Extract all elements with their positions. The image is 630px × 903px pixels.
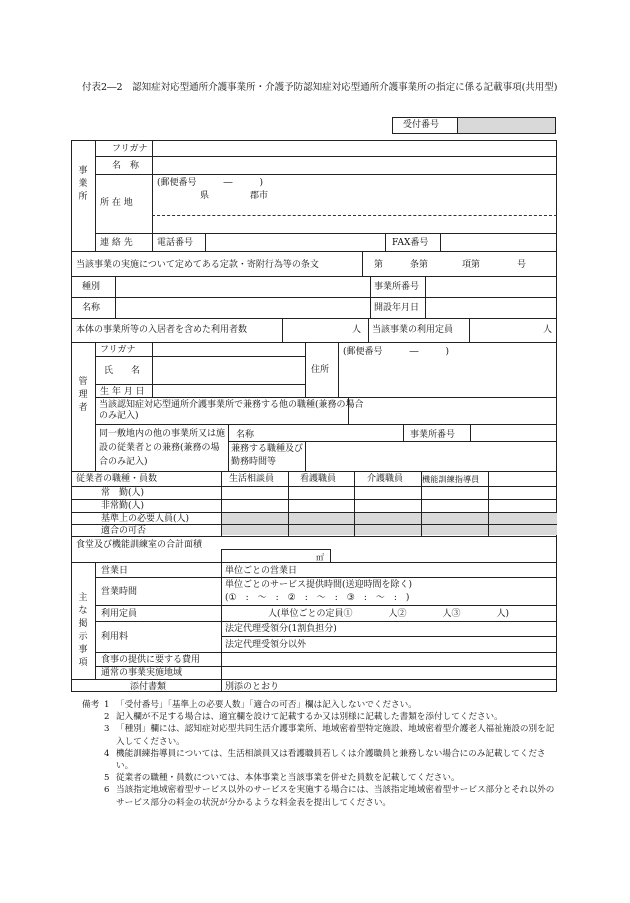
manager-name-label: 氏 名 — [104, 366, 141, 376]
notes — [82, 699, 562, 809]
note-item — [82, 784, 562, 808]
article-ko: 項第 — [462, 260, 481, 270]
note-number: 5 — [104, 773, 110, 784]
note-item — [82, 748, 562, 772]
note-text: 記入欄が不足する場合は、適宜欄を設けて記載するか又は別様に記載した書類を添付してください。 — [116, 712, 503, 723]
manager-birth-label: 生 年 月 日 — [100, 387, 145, 397]
main-section-label: 主な掲示事項 — [78, 593, 88, 668]
note-item — [82, 723, 562, 747]
staff-row-parttime: 非常勤(人) — [101, 501, 145, 511]
capacity-line[interactable]: 人(単位ごとの定員① 人② 人③ 人) — [268, 609, 510, 619]
staff-header: 従業者の職種・員数 — [76, 474, 158, 484]
users-label: 本体の事業所等の入居者を含めた利用者数 — [76, 325, 248, 335]
staff-col-counselor: 生活相談員 — [229, 474, 275, 484]
office-postal[interactable]: (郵便番号 ― ) — [157, 178, 264, 188]
users-unit: 人 — [352, 325, 362, 335]
office-name-label: 名 称 — [112, 161, 140, 171]
hours-line[interactable]: (① : ～ : ② : ～ : ③ : ～ : ) — [225, 593, 410, 603]
main-row-area: 通常の事業実施地域 — [101, 668, 183, 678]
name-label: 名称 — [82, 303, 101, 313]
note-text: 従業者の職種・員数については、本体事業と当該事業を併せた員数を記載してください。 — [116, 773, 460, 784]
staff-row-fulltime: 常 勤(人) — [101, 488, 145, 498]
note-number: 3 — [104, 724, 110, 735]
note-number: 2 — [104, 712, 110, 723]
manager-section-label: 管理者 — [78, 377, 88, 413]
note-item — [82, 711, 562, 723]
other-office-no-label: 事業所番号 — [410, 430, 456, 440]
attach-label: 添付書類 — [130, 682, 167, 692]
attach-value: 別添のとおり — [225, 682, 280, 692]
fee-other: 法定代理受領分以外 — [225, 640, 307, 650]
kind-office-no-label: 事業所番号 — [374, 282, 420, 292]
other-facility-label: 同一敷地内の他の事業所又は施設の従業者との兼務(兼務の場合のみ記入) — [99, 429, 226, 467]
article-go: 号 — [517, 260, 527, 270]
staff-row-compliance: 適合の可否 — [101, 526, 147, 536]
notes-label: 備考 — [82, 700, 100, 710]
manager-furigana-label: フリガナ — [100, 345, 136, 355]
form-title: 付表2―2 認知症対応型通所介護事業所・介護予防認知症対応型通所介護事業所の指定に係る記載事項(共用型) — [82, 82, 558, 93]
office-section-label: 事業所 — [78, 166, 88, 202]
receipt-label: 受付番号 — [403, 120, 440, 130]
note-text: 当該指定地域密着型サービス以外のサービスを実施する場合には、当該指定地域密着型サービス部分とそれ以外のサービス部分の料金の状況が分かるような料金表を提出してください。 — [116, 785, 555, 808]
note-number: 4 — [104, 748, 110, 759]
area-label: 食堂及び機能訓練室の合計面積 — [76, 540, 203, 550]
office-fax-label: FAX番号 — [392, 238, 429, 248]
office-address-label: 所 在 地 — [100, 198, 133, 208]
note-number: 6 — [104, 785, 110, 796]
kind-label: 種別 — [82, 282, 101, 292]
concurrent-label: 当該認知症対応型通所介護事業所で兼務する他の職種(兼務の場合のみ記入) — [99, 400, 364, 421]
main-row-fee: 利用料 — [101, 632, 129, 642]
note-number: 1 — [104, 700, 110, 710]
note-text: 「種別」欄には、認知症対応型共同生活介護事業所、地域密着型特定施設、地域密着型介護老人福祉施設の別を記入してください。 — [116, 724, 555, 747]
articles-label: 当該事業の実施について定めてある定款・寄附行為等の条文 — [76, 260, 319, 270]
staff-col-trainer: 機能訓練指導員 — [422, 474, 480, 484]
capacity-unit: 人 — [543, 325, 553, 335]
note-text: 「受付番号」「基準上の必要人数」「適合の可否」欄は記入しないでください。 — [116, 700, 417, 710]
note-text: 機能訓練指導員については、生活相談員又は看護職員若しくは介護職員と兼務しない場合にのみ記載してください。 — [116, 748, 546, 772]
staff-row-required: 基準上の必要人員(人) — [101, 514, 190, 524]
main-row-business-day: 営業日 — [101, 566, 129, 576]
area-unit: ㎡ — [316, 553, 324, 562]
office-furigana-label: フリガナ — [112, 144, 148, 154]
other-name-label: 名称 — [236, 430, 255, 440]
hours-note: 単位ごとのサービス提供時間(送迎時間を除く) — [225, 580, 413, 590]
office-contact-label: 連 絡 先 — [100, 238, 133, 248]
note-item — [82, 699, 562, 711]
office-pref: 県 — [200, 191, 210, 201]
office-tel-label: 電話番号 — [157, 238, 194, 248]
opened-label: 開設年月日 — [374, 303, 420, 313]
main-row-meal-cost: 食事の提供に要する費用 — [101, 655, 201, 665]
manager-postal[interactable]: (郵便番号 ― ) — [343, 347, 450, 357]
business-day-note: 単位ごとの営業日 — [225, 566, 298, 576]
article-jo: 条第 — [410, 260, 429, 270]
capacity-label: 当該事業の利用定員 — [372, 325, 454, 335]
manager-address-label: 住所 — [311, 365, 330, 375]
fee-statutory: 法定代理受領分(1割負担分) — [225, 624, 337, 634]
office-city: 郡市 — [250, 191, 269, 201]
main-row-capacity: 利用定員 — [101, 609, 138, 619]
staff-col-nurse: 看護職員 — [300, 474, 337, 484]
article-dai: 第 — [374, 260, 384, 270]
receipt-number-field[interactable] — [457, 118, 555, 133]
main-row-hours: 営業時間 — [101, 587, 138, 597]
duty-label: 兼務する職種及び勤務時間等 — [231, 444, 304, 467]
note-item — [82, 772, 562, 784]
staff-col-caregiver: 介護職員 — [367, 474, 404, 484]
